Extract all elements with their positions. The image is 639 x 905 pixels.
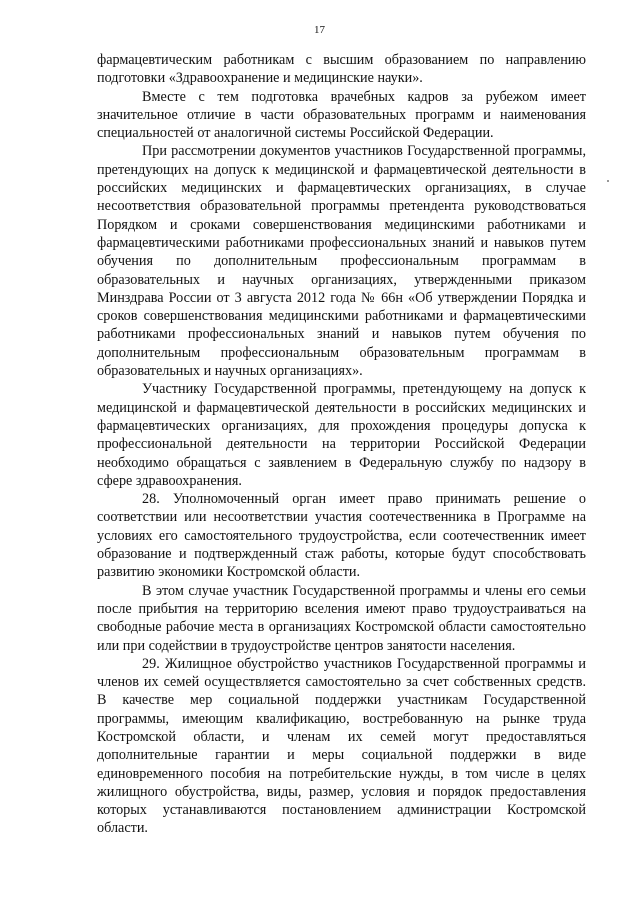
paragraph-document-review: При рассмотрении документов участников Государственной программы, претендующих на допуск к медицинской и фармацевтической деятельности в российских медицинских и фармацевтических организациях, в случае несоответствия образовательной программы претендента руководствоваться Порядком и сроками совершенствования медицинскими работниками и фармацевтическими работниками профессиональных знаний и навыков путем обучения по дополнительным профессиональным программам в образовательных и научных организациях, утвержденными приказом Минздрава России от 3 августа 2012 года № 66н «Об утверждении Порядка и сроков совершенствования медицинскими работниками и фармацевтическими работниками профессиональных знаний и навыков путем обучения по дополнительным профессиональным образовательным программам в образовательных и научных организациях». [97, 143, 586, 380]
paragraph-item-28: 28. Уполномоченный орган имеет право принимать решение о соответствии или несоответствии участия соотечественника в Программе на условиях его самостоятельного трудоустройства, если соотечественник имеет образование и подтвержденный стаж работы, которые будут способствовать развитию экономики Костромской области. [97, 491, 586, 581]
paragraph-admission-procedure: Участнику Государственной программы, претендующему на допуск к медицинской и фармацевтической деятельности в российских медицинских и фармацевтических организациях, для прохождения процедуры допуска к профессиональной деятельности на территории Российской Федерации необходимо обращаться с заявлением в Федеральную службу по надзору в сфере здравоохранения. [97, 381, 586, 489]
page-number: 17 [314, 24, 325, 36]
paragraph-employment: В этом случае участник Государственной программы и члены его семьи после прибытия на территорию вселения имеют право трудоустраиваться на свободные рабочие места в организациях Костромской области самостоятельно или при содействии в трудоустройстве центров занятости населения. [97, 582, 586, 654]
paragraph-continuation: фармацевтическим работникам с высшим образованием по направлению подготовки «Здравоохранение и медицинские науки». [97, 52, 586, 87]
document-body [97, 51, 586, 838]
paragraph-item-29: 29. Жилищное обустройство участников Государственной программы и членов их семей осуществляется самостоятельно за счет собственных средств. В качестве мер социальной поддержки участникам Государственной программы, имеющим квалификацию, востребованную на рынке труда Костромской области, и членам их семей могут предоставляться дополнительные гарантии и меры социальной поддержки в виде единовременного пособия на потребительские нужды, в том числе в целях жилищного обустройства, виды, размер, условия и порядок предоставления которых устанавливаются постановлением администрации Костромской области. [97, 655, 586, 837]
scan-speck [607, 180, 609, 182]
paragraph-training-difference: Вместе с тем подготовка врачебных кадров за рубежом имеет значительное отличие в части образовательных программ и наименования специальностей от аналогичной системы Российской Федерации. [97, 88, 586, 142]
